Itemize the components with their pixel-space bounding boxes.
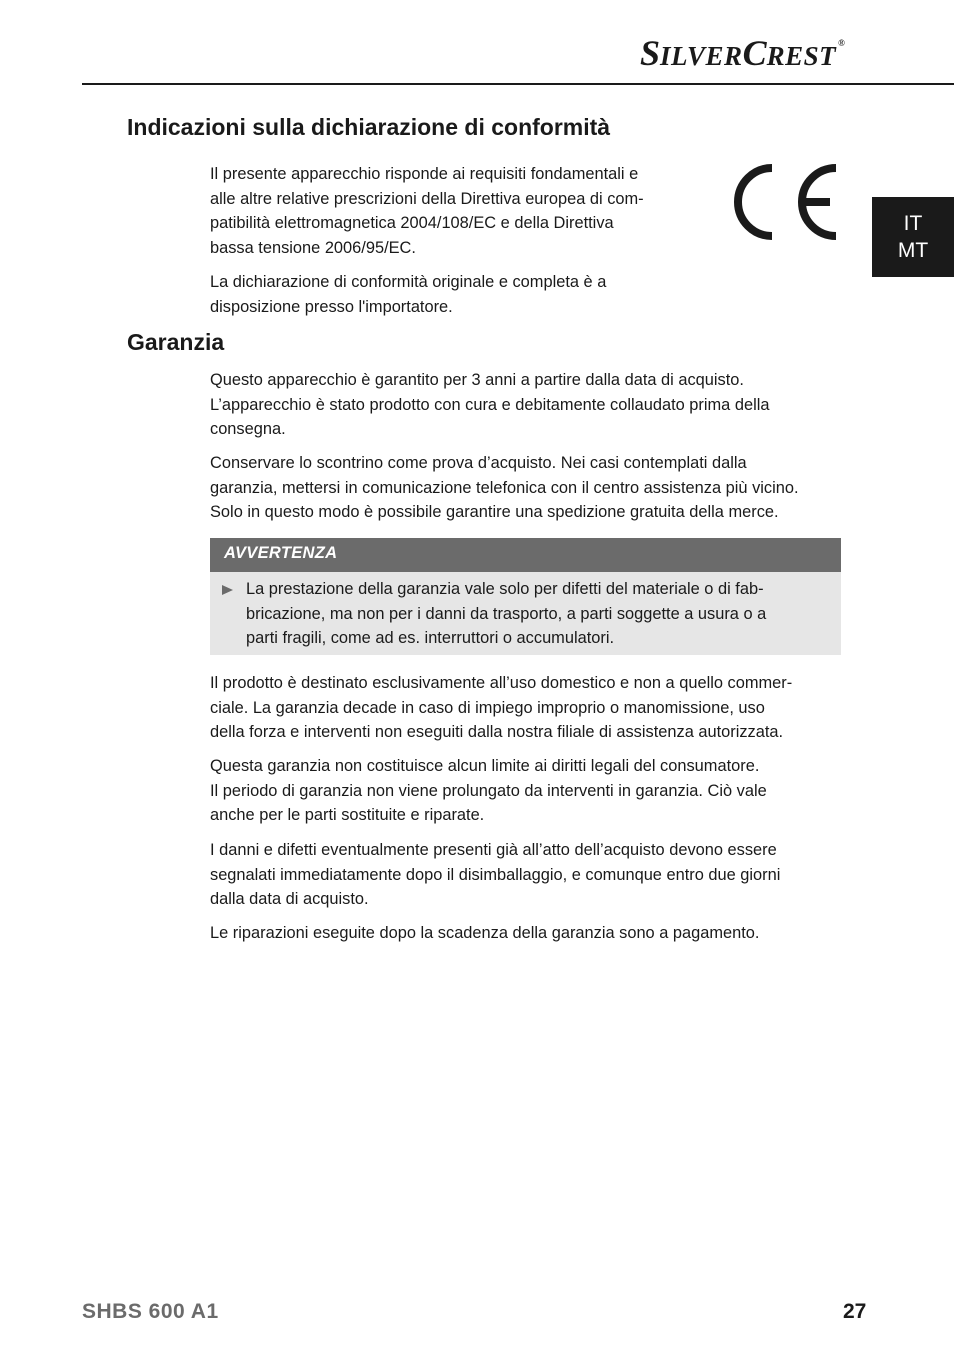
- text-line: ciale. La garanzia decade in caso di impiego improprio o manomissione, uso: [210, 698, 765, 717]
- text-line: disposizione presso l'importatore.: [210, 297, 453, 316]
- text-line: garanzia, mettersi in comunicazione telefonica con il centro assistenza più vicino.: [210, 478, 799, 497]
- text-line: Solo in questo modo è possibile garantire una spedizione gratuita della merce.: [210, 503, 779, 522]
- text-line: patibilità elettromagnetica 2004/108/EC e della Direttiva: [210, 214, 614, 233]
- warranty-heading: Garanzia: [127, 329, 225, 355]
- text-line: parti fragili, come ad es. interruttori o accumulatori.: [246, 629, 615, 648]
- text-line: Conservare lo scontrino come prova d’acquisto. Nei casi contemplati dalla: [210, 454, 747, 472]
- warranty-paragraph-5: [210, 838, 780, 912]
- brand-text-rest: REST: [766, 41, 837, 71]
- text-line: consegna.: [210, 420, 286, 439]
- text-line: bricazione, ma non per i danni da trasporto, a parti soggette a usura o a: [246, 604, 767, 623]
- warranty-paragraph-2: [210, 451, 799, 525]
- text-line: Il prodotto è destinato esclusivamente all’uso domestico e non a quello commer-: [210, 674, 793, 692]
- warning-text: [246, 577, 766, 651]
- warranty-paragraph-1: [210, 368, 769, 442]
- conformity-paragraph-1: [210, 162, 644, 261]
- warranty-paragraph-4: [210, 754, 767, 828]
- footer-model-number: SHBS 600 A1: [82, 1300, 219, 1323]
- brand-letter-s: S: [640, 33, 661, 73]
- conformity-heading: Indicazioni sulla dichiarazione di conformità: [127, 114, 611, 140]
- text-line: anche per le parti sostituite e riparate.: [210, 806, 485, 825]
- language-code-it: IT: [903, 212, 923, 235]
- text-line: bassa tensione 2006/95/EC.: [210, 239, 416, 258]
- text-line: I danni e difetti eventualmente presenti già all’atto dell’acquisto devono essere: [210, 841, 777, 859]
- registered-mark: ®: [838, 38, 845, 48]
- text-line: La prestazione della garanzia vale solo per difetti del materiale o di fab-: [246, 580, 764, 598]
- warranty-paragraph-6: [210, 921, 759, 946]
- text-line: L’apparecchio è stato prodotto con cura e debitamente collaudato prima della: [210, 395, 770, 414]
- brand-text-ilver: ILVER: [660, 41, 743, 71]
- language-tab: [872, 197, 954, 277]
- conformity-paragraph-2: [210, 270, 606, 319]
- text-line: dalla data di acquisto.: [210, 890, 369, 909]
- ce-mark-icon: [732, 164, 840, 240]
- text-line: alle altre relative prescrizioni della Direttiva europea di com-: [210, 189, 644, 208]
- header-rule: [82, 83, 954, 85]
- footer-page-number: 27: [843, 1300, 867, 1323]
- bullet-arrow-icon: [222, 584, 233, 596]
- text-line: Il presente apparecchio risponde ai requisiti fondamentali e: [210, 165, 639, 183]
- text-line: Le riparazioni eseguite dopo la scadenza della garanzia sono a pagamento.: [210, 924, 760, 942]
- text-line: Questa garanzia non costituisce alcun limite ai diritti legali del consumatore.: [210, 757, 760, 775]
- warranty-paragraph-3: [210, 671, 792, 745]
- brand-letter-c: C: [742, 33, 767, 73]
- warning-header: [210, 538, 841, 572]
- language-code-mt: MT: [897, 239, 929, 262]
- warning-label: AVVERTENZA: [224, 544, 338, 562]
- text-line: La dichiarazione di conformità originale e completa è a: [210, 273, 607, 291]
- text-line: segnalati immediatamente dopo il disimballaggio, e comunque entro due giorni: [210, 865, 781, 884]
- text-line: Il periodo di garanzia non viene prolungato da interventi in garanzia. Ciò vale: [210, 781, 767, 800]
- brand-logo: [640, 32, 880, 76]
- text-line: Questo apparecchio è garantito per 3 anni a partire dalla data di acquisto.: [210, 371, 744, 389]
- text-line: della forza e interventi non eseguiti dalla nostra filiale di assistenza autorizzata.: [210, 723, 784, 742]
